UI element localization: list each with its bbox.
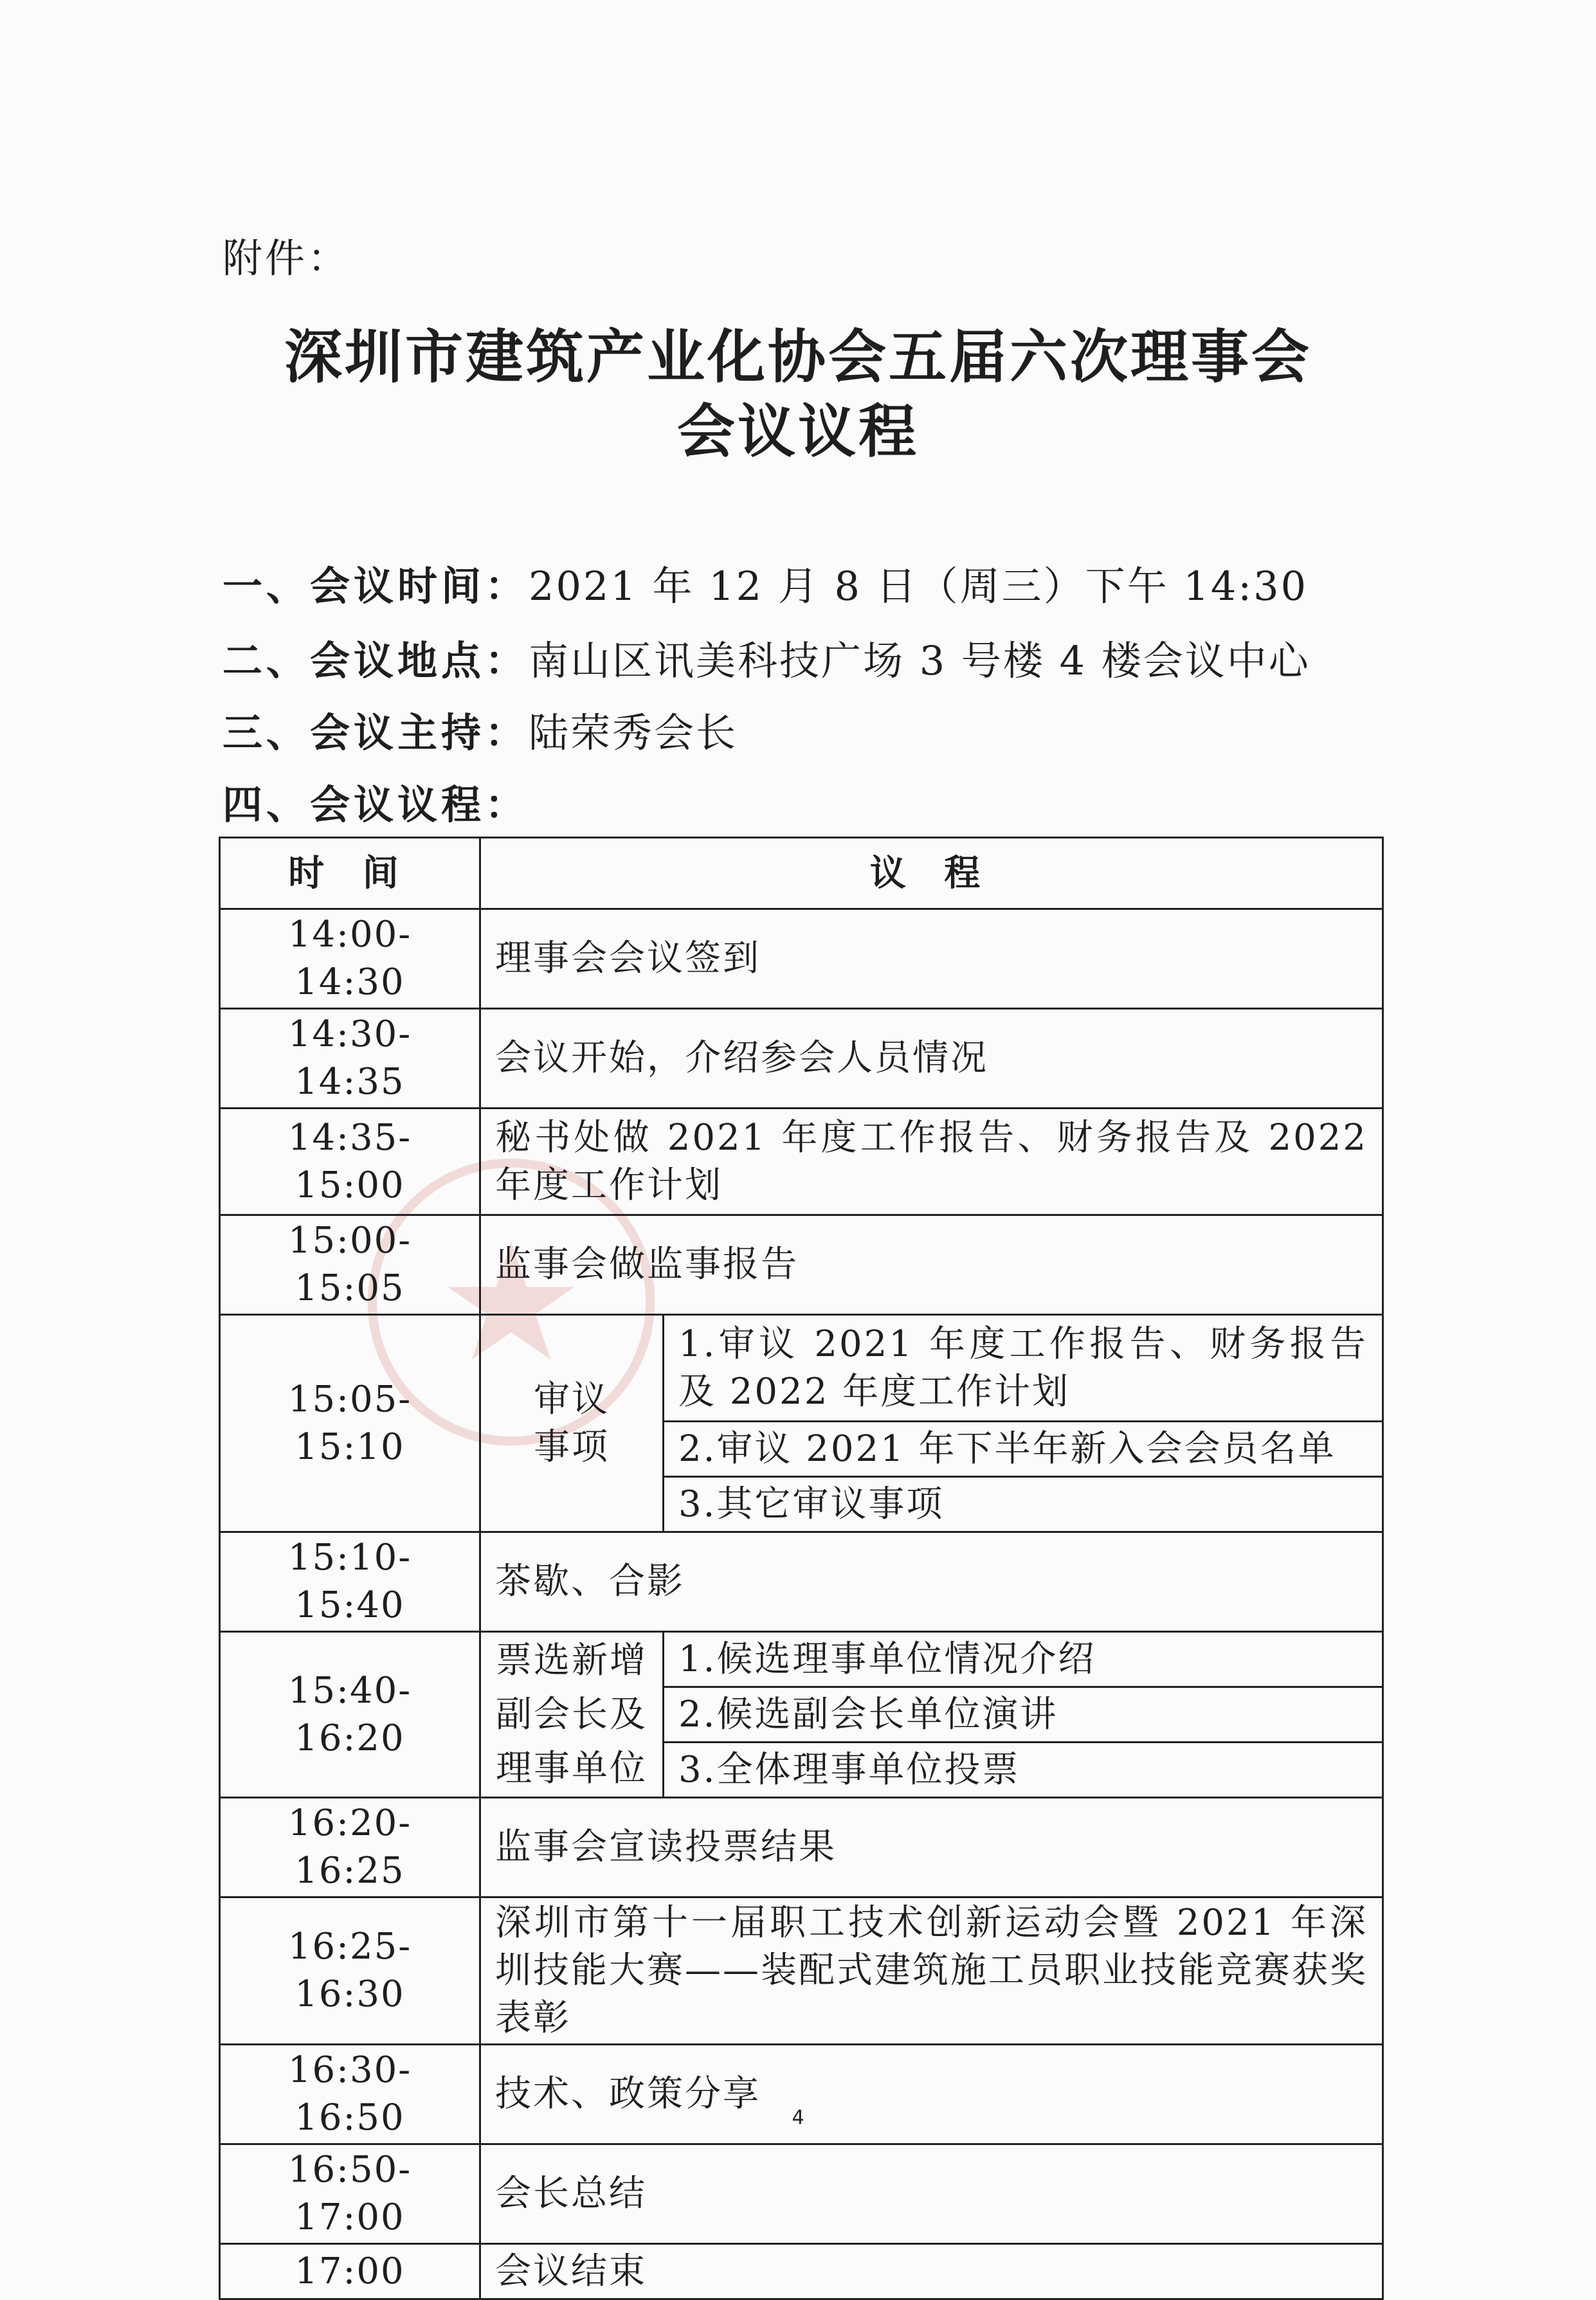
row-time: 14:35-15:00 — [220, 1109, 480, 1215]
table-row — [220, 2144, 1383, 2244]
attachment-label: 附件： — [222, 235, 350, 282]
row-subitem: 3.其它审议事项 — [664, 1477, 1383, 1532]
row-time: 15:05-15:10 — [220, 1315, 480, 1532]
row-item: 秘书处做 2021 年度工作报告、财务报告及 2022 年度工作计划 — [480, 1109, 1383, 1215]
document-title: 深圳市建筑产业化协会五届六次理事会 — [284, 323, 1312, 391]
meeting-host-label: 三、会议主持： — [222, 709, 529, 756]
row-item: 茶歇、合影 — [480, 1532, 1383, 1632]
table-row — [220, 1798, 1383, 1897]
row-time: 17:00 — [220, 2244, 480, 2299]
table-row — [220, 1532, 1383, 1632]
row-subitem: 2.候选副会长单位演讲 — [664, 1687, 1383, 1743]
row-time: 16:25-16:30 — [220, 1897, 480, 2045]
table-row — [220, 2244, 1383, 2299]
page-number: 4 — [792, 2106, 804, 2129]
table-row — [220, 2045, 1383, 2144]
table-row — [220, 1897, 1383, 2045]
agenda-table — [219, 837, 1384, 2300]
row-time: 16:50-17:00 — [220, 2144, 480, 2244]
table-row — [220, 1009, 1383, 1109]
meeting-agenda-label: 四、会议议程： — [222, 781, 529, 828]
row-item: 理事会会议签到 — [480, 909, 1383, 1009]
meeting-place-label: 二、会议地点： — [222, 637, 529, 684]
row-item: 会议开始，介绍参会人员情况 — [480, 1009, 1383, 1109]
row-time: 16:20-16:25 — [220, 1798, 480, 1897]
row-time: 14:30-14:35 — [220, 1009, 480, 1109]
table-row — [220, 909, 1383, 1009]
meeting-time-value: 2021 年 12 月 8 日（周三）下午 14:30 — [529, 563, 1309, 610]
meeting-time-label: 一、会议时间： — [222, 563, 529, 610]
time-column-header: 时 间 — [220, 838, 480, 909]
document-subtitle: 会议议程 — [677, 397, 919, 466]
meeting-host-line — [222, 701, 738, 758]
row-time: 15:10-15:40 — [220, 1532, 480, 1632]
meeting-place-line — [222, 629, 1310, 686]
meeting-host-value: 陆荣秀会长 — [529, 709, 738, 756]
row-subitem: 2.审议 2021 年下半年新入会会员名单 — [664, 1422, 1383, 1477]
meeting-time-line — [222, 554, 1308, 611]
row-subitem: 1.审议 2021 年度工作报告、财务报告及 2022 年度工作计划 — [664, 1315, 1383, 1422]
row-time: 15:40-16:20 — [220, 1632, 480, 1798]
row-group-label: 审议事项 — [480, 1315, 664, 1532]
row-item: 会议结束 — [480, 2244, 1383, 2299]
table-header-row — [220, 838, 1383, 909]
row-subitem: 1.候选理事单位情况介绍 — [664, 1632, 1383, 1687]
table-row — [220, 1315, 1383, 1422]
row-time: 15:00-15:05 — [220, 1215, 480, 1315]
row-item: 技术、政策分享 — [480, 2045, 1383, 2144]
row-item: 会长总结 — [480, 2144, 1383, 2244]
row-time: 14:00-14:30 — [220, 909, 480, 1009]
row-item: 监事会宣读投票结果 — [480, 1798, 1383, 1897]
table-row — [220, 1632, 1383, 1687]
row-time: 16:30-16:50 — [220, 2045, 480, 2144]
row-subitem: 3.全体理事单位投票 — [664, 1743, 1383, 1798]
agenda-column-header: 议 程 — [480, 838, 1383, 909]
row-item: 监事会做监事报告 — [480, 1215, 1383, 1315]
row-group-label: 票选新增副会长及理事单位 — [480, 1632, 664, 1798]
meeting-place-value: 南山区讯美科技广场 3 号楼 4 楼会议中心 — [529, 637, 1310, 684]
row-item: 深圳市第十一届职工技术创新运动会暨 2021 年深圳技能大赛——装配式建筑施工员职业技能竞赛获奖表彰 — [480, 1897, 1383, 2045]
table-row — [220, 1109, 1383, 1215]
table-row — [220, 1215, 1383, 1315]
meeting-agenda-line — [222, 773, 529, 830]
